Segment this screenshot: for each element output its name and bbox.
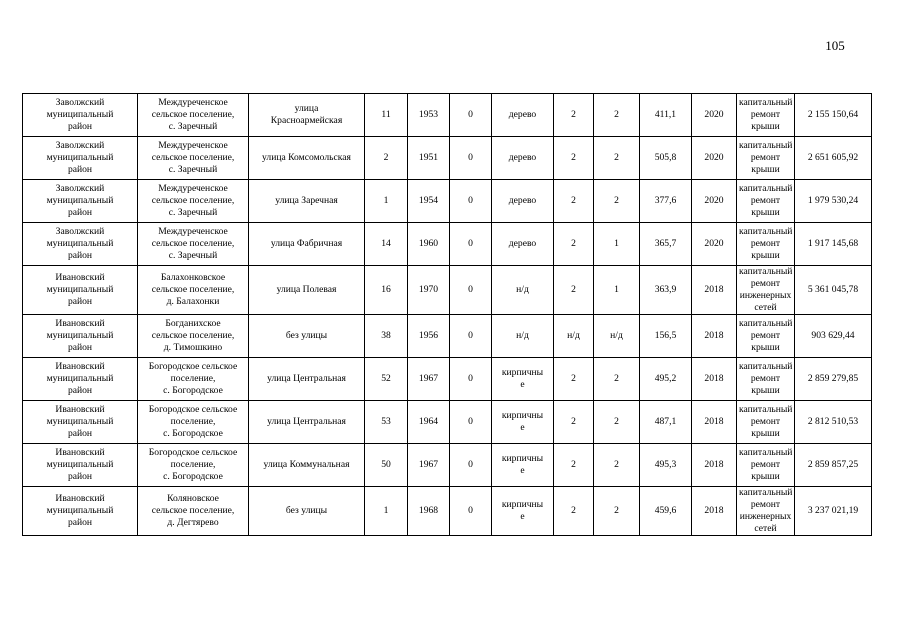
column-6-cell: 0 [450,137,492,180]
year-built-cell: 1967 [408,358,450,401]
district-cell: Ивановский муниципальный район [23,401,138,444]
area-cell: 505,8 [640,137,692,180]
area-cell: 365,7 [640,223,692,266]
settlement-cell: Богородское сельское поселение, с. Богородское [138,358,249,401]
cost-cell: 2 859 279,85 [795,358,872,401]
settlement-cell: Коляновское сельское поселение, д. Дегтярево [138,487,249,536]
settlement-cell: Междуреченское сельское поселение, с. Заречный [138,137,249,180]
column-8-cell: 2 [554,223,594,266]
table-row [23,315,872,358]
settlement-cell: Междуреченское сельское поселение, с. Заречный [138,223,249,266]
column-9-cell: 2 [594,401,640,444]
year-built-cell: 1967 [408,444,450,487]
column-8-cell: 2 [554,266,594,315]
settlement-cell: Богданихское сельское поселение, д. Тимошкино [138,315,249,358]
district-cell: Ивановский муниципальный район [23,315,138,358]
work-type-cell: капитальный ремонт крыши [737,401,795,444]
column-8-cell: 2 [554,401,594,444]
area-cell: 411,1 [640,94,692,137]
house-number-cell: 11 [365,94,408,137]
settlement-cell: Междуреченское сельское поселение, с. Заречный [138,180,249,223]
table-row [23,401,872,444]
plan-year-cell: 2018 [692,266,737,315]
year-built-cell: 1970 [408,266,450,315]
work-type-cell: капитальный ремонт инженерных сетей [737,266,795,315]
cost-cell: 1 917 145,68 [795,223,872,266]
work-type-cell: капитальный ремонт крыши [737,315,795,358]
house-number-cell: 38 [365,315,408,358]
wall-material-cell: кирпичны е [492,401,554,444]
house-number-cell: 1 [365,487,408,536]
column-6-cell: 0 [450,315,492,358]
street-cell: улица Коммунальная [249,444,365,487]
work-type-cell: капитальный ремонт крыши [737,223,795,266]
house-number-cell: 16 [365,266,408,315]
wall-material-cell: дерево [492,137,554,180]
year-built-cell: 1964 [408,401,450,444]
column-9-cell: 2 [594,137,640,180]
year-built-cell: 1960 [408,223,450,266]
street-cell: без улицы [249,487,365,536]
work-type-cell: капитальный ремонт крыши [737,358,795,401]
plan-year-cell: 2020 [692,223,737,266]
house-number-cell: 52 [365,358,408,401]
year-built-cell: 1951 [408,137,450,180]
column-6-cell: 0 [450,487,492,536]
wall-material-cell: дерево [492,180,554,223]
street-cell: улица Красноармейская [249,94,365,137]
table-row [23,137,872,180]
house-number-cell: 53 [365,401,408,444]
cost-cell: 2 651 605,92 [795,137,872,180]
house-number-cell: 50 [365,444,408,487]
table-row [23,266,872,315]
work-type-cell: капитальный ремонт крыши [737,180,795,223]
column-6-cell: 0 [450,266,492,315]
street-cell: улица Полевая [249,266,365,315]
column-9-cell: 1 [594,223,640,266]
settlement-cell: Богородское сельское поселение, с. Богородское [138,401,249,444]
area-cell: 377,6 [640,180,692,223]
district-cell: Ивановский муниципальный район [23,444,138,487]
plan-year-cell: 2018 [692,444,737,487]
district-cell: Ивановский муниципальный район [23,266,138,315]
plan-year-cell: 2020 [692,180,737,223]
table-row [23,94,872,137]
district-cell: Ивановский муниципальный район [23,487,138,536]
house-number-cell: 2 [365,137,408,180]
area-cell: 459,6 [640,487,692,536]
year-built-cell: 1968 [408,487,450,536]
cost-cell: 3 237 021,19 [795,487,872,536]
street-cell: улица Комсомольская [249,137,365,180]
wall-material-cell: дерево [492,94,554,137]
street-cell: улица Заречная [249,180,365,223]
column-9-cell: н/д [594,315,640,358]
area-cell: 495,2 [640,358,692,401]
settlement-cell: Богородское сельское поселение, с. Богородское [138,444,249,487]
year-built-cell: 1953 [408,94,450,137]
column-8-cell: н/д [554,315,594,358]
column-6-cell: 0 [450,401,492,444]
wall-material-cell: кирпичны е [492,444,554,487]
cost-cell: 2 812 510,53 [795,401,872,444]
column-8-cell: 2 [554,487,594,536]
area-cell: 156,5 [640,315,692,358]
housing-registry-table [22,93,872,536]
year-built-cell: 1954 [408,180,450,223]
table-row [23,358,872,401]
district-cell: Заволжский муниципальный район [23,223,138,266]
column-6-cell: 0 [450,94,492,137]
wall-material-cell: дерево [492,223,554,266]
column-9-cell: 2 [594,358,640,401]
cost-cell: 903 629,44 [795,315,872,358]
table-row [23,444,872,487]
column-8-cell: 2 [554,137,594,180]
district-cell: Заволжский муниципальный район [23,180,138,223]
column-9-cell: 2 [594,180,640,223]
district-cell: Заволжский муниципальный район [23,94,138,137]
cost-cell: 1 979 530,24 [795,180,872,223]
column-6-cell: 0 [450,444,492,487]
plan-year-cell: 2020 [692,94,737,137]
table-row [23,180,872,223]
year-built-cell: 1956 [408,315,450,358]
street-cell: улица Центральная [249,358,365,401]
district-cell: Заволжский муниципальный район [23,137,138,180]
plan-year-cell: 2020 [692,137,737,180]
wall-material-cell: н/д [492,266,554,315]
wall-material-cell: н/д [492,315,554,358]
plan-year-cell: 2018 [692,487,737,536]
column-8-cell: 2 [554,358,594,401]
settlement-cell: Междуреченское сельское поселение, с. Заречный [138,94,249,137]
column-9-cell: 2 [594,487,640,536]
settlement-cell: Балахонковское сельское поселение, д. Балахонки [138,266,249,315]
column-9-cell: 1 [594,266,640,315]
work-type-cell: капитальный ремонт инженерных сетей [737,487,795,536]
column-9-cell: 2 [594,94,640,137]
page-number: 105 [825,38,845,53]
street-cell: улица Центральная [249,401,365,444]
column-8-cell: 2 [554,180,594,223]
work-type-cell: капитальный ремонт крыши [737,137,795,180]
cost-cell: 5 361 045,78 [795,266,872,315]
plan-year-cell: 2018 [692,358,737,401]
wall-material-cell: кирпичны е [492,487,554,536]
plan-year-cell: 2018 [692,315,737,358]
district-cell: Ивановский муниципальный район [23,358,138,401]
street-cell: без улицы [249,315,365,358]
work-type-cell: капитальный ремонт крыши [737,94,795,137]
column-8-cell: 2 [554,444,594,487]
column-6-cell: 0 [450,358,492,401]
area-cell: 495,3 [640,444,692,487]
column-6-cell: 0 [450,180,492,223]
area-cell: 487,1 [640,401,692,444]
area-cell: 363,9 [640,266,692,315]
table-row [23,487,872,536]
cost-cell: 2 155 150,64 [795,94,872,137]
column-6-cell: 0 [450,223,492,266]
house-number-cell: 1 [365,180,408,223]
street-cell: улица Фабричная [249,223,365,266]
column-9-cell: 2 [594,444,640,487]
plan-year-cell: 2018 [692,401,737,444]
table-row [23,223,872,266]
work-type-cell: капитальный ремонт крыши [737,444,795,487]
cost-cell: 2 859 857,25 [795,444,872,487]
column-8-cell: 2 [554,94,594,137]
wall-material-cell: кирпичны е [492,358,554,401]
house-number-cell: 14 [365,223,408,266]
